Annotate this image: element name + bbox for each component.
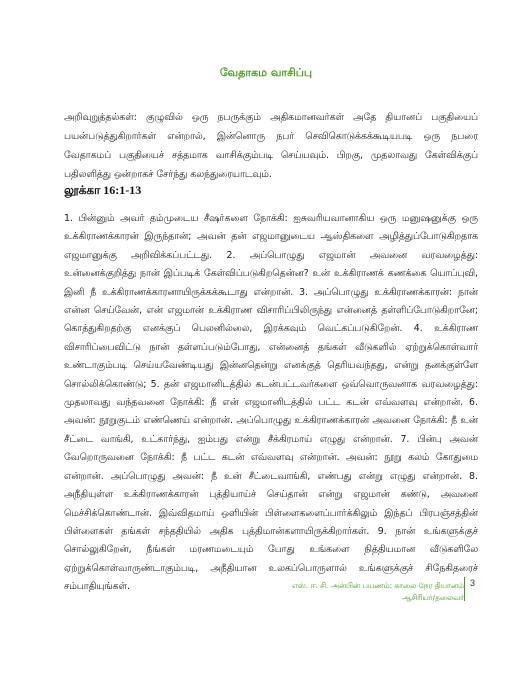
scripture-reading: 1. பின்னும் அவர் தம்முடைய சீஷர்களை நோக்கி: ஐசுவரியவானாகிய ஒரு மனுஷனுக்கு ஒரு உக்கிராணக்காரன் இருந்தான்; அவன் தன் எஜமானுடைய ஆஸ்திகளை அழித்துப்போடுகிறதாக எஜமானுக்கு அறிவிக்கப்பட்டது. 2. அப்பொழுது எஜமான் அவனை வரவழைத்து: உன்னைக்குறித்து நான் இப்படிக் கேள்விப்படுகிறதென்ன? உன் உக்கிராணக் கணக்கை யொப்புவி, இனி நீ உக்கிராணக்காரனாயிருக்கக்கூடாது என்றான். 3. அப்பொழுது உக்கிராணக்காரன்: நான் என்ன செய்வேன், என் எஜமான் உக்கிராண விசாரிப்பிலிருந்து என்னைத் தள்ளிப்போடுகிறானே; கொத்துகிறதற்கு எனக்குப் பெலனில்லை, இரக்கவும் வெட்கப்படுகிறேன். 4. உக்கிராண விசாரிப்பைவிட்டு நான் தள்ளப்படும்போது, என்னைத் தங்கள் வீடுகளில் ஏற்றுக்கொள்வார் உண்டாகும்படி செய்யவேண்டியது இன்னதென்று எனக்குத் தெரியவந்தது, என்று தனக்குள்ளே சொல்லிக்கொண்டு; 5. தன் எஜமானிடத்தில் கடன்பட்டவர்களை ஒவ்வொருவனாக வரவழைத்து: முதலாவது வந்தவனை நோக்கி: நீ என் எஜமானிடத்தில் பட்ட கடன் எவ்வளவு என்றான். 6. அவன்: நூறுகுடம் எண்ணெய் என்றான். அப்பொழுது உக்கிராணக்காரன் அவனை நோக்கி: நீ உன் சீட்டை வாங்கி, உட்கார்ந்து, ஐம்பது என்று சீக்கிரமாய் எழுது என்றான். 7. பின்பு அவன் வேறொருவனை நோக்கி: நீ பட்ட கடன் எவ்வளவு என்றான். அவன்: நூறு கலம் கோதுமை என்றான். அப்பொழுது அவன்: நீ உன் சீட்டைவாங்கி, எண்பது என்று எழுது என்றான். 8. அநீதியுள்ள உக்கிராணக்காரன் புத்தியாய்ச் செய்தான் என்று எஜமான் கண்டு, அவனை மெச்சிக்கொண்டான். இவ்விதமாய் ஒளியின் பிள்ளைகளைப்பார்க்கிலும் இந்தப் பிரபஞ்சத்தின் பிள்ளைகள் தங்கள் சந்ததியில் அதிக புத்திமான்களாயிருக்கிறார்கள். 9. நான் உங்களுக்குச் சொல்லுகிறேன், நீங்கள் மரணமடையும் போது உங்களை நித்தியமான வீடுகளிலே ஏற்றுக்கொள்வாருண்டாகும்படி, அநீதியான உலகப்பொருளால் உங்களுக்குச் சிநேகிதரைச் சம்பாதியுங்கள்.	[64, 213, 478, 593]
scripture-reference: லூக்கா 16:1-13	[64, 183, 142, 197]
instructions-paragraph: அறிவுறுத்தல்கள்: குழுவில் ஒரு நபருக்கும் அதிகமானவர்கள் அதே தியானப் பகுதியைப் பயன்படுத்துகிறார்கள் என்றால், இன்னொரு நபர் செவிகொடுக்கக்கூடியபடி ஒரு நபரை வேதாகமப் பகுதியைச் சத்தமாக வாசிக்கும்படி செய்யவும். பிறகு, முதலாவது கேள்விக்குப் பதிலளித்து ஒன்றாகச் சேர்ந்து கலந்துரையாடவும்.	[64, 112, 478, 180]
footer-title: எஸ். ஈ. சி. அன்பின் பயணம்: காலை நேர தியானம்	[291, 581, 464, 590]
footer	[292, 580, 464, 604]
section-title: வேதாகம வாசிப்பு	[219, 66, 313, 79]
footer-role: ஆசிரியர்/தலைவர்	[401, 593, 464, 602]
page-number: 3	[470, 578, 476, 588]
footer-divider	[464, 577, 465, 601]
